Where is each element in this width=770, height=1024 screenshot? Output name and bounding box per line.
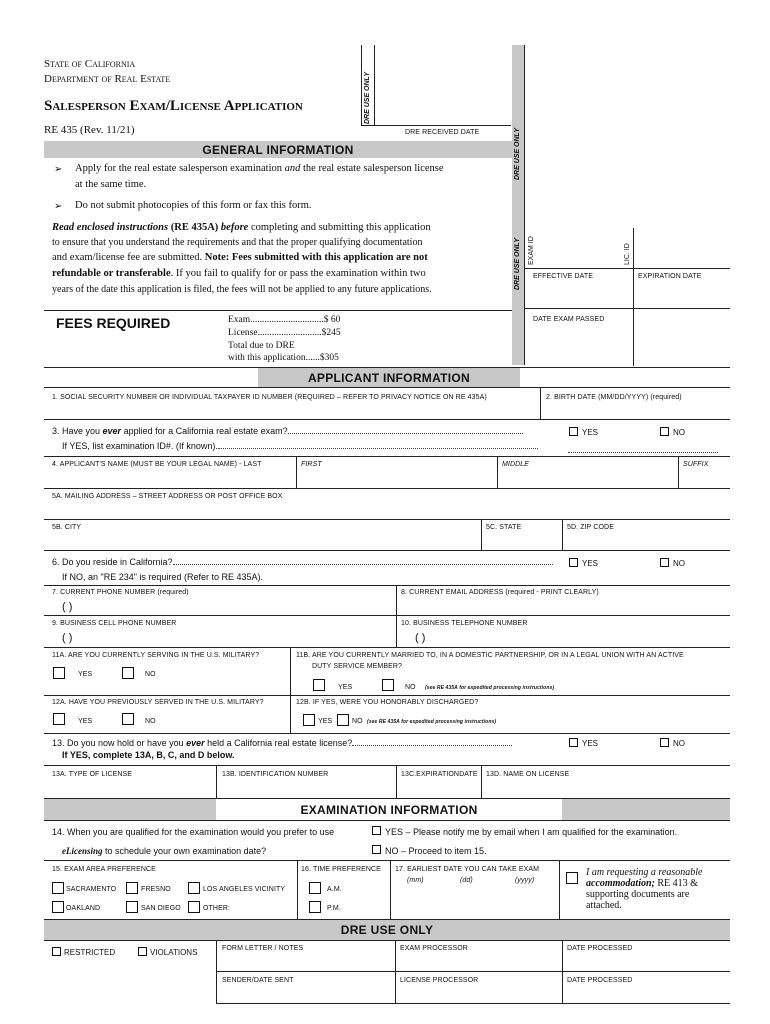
q14-text: 14. When you are qualified for the examination would you prefer to use — [52, 827, 335, 837]
passed-divider — [633, 308, 634, 366]
first-name-label: FIRST — [301, 461, 322, 468]
dre-strip — [512, 45, 524, 365]
sender-label: SENDER/DATE SENT — [222, 977, 294, 984]
q12a-no-label: NO — [145, 718, 156, 725]
q6-yes-checkbox[interactable] — [569, 558, 578, 567]
q14-no-label: NO – Proceed to item 15. — [385, 846, 487, 856]
instructions-line-5: years of the date this application is filed, the fees will not be applied to any future applications. — [52, 284, 432, 295]
mm-label: (mm) — [407, 877, 424, 884]
dd-label: (dd) — [460, 877, 473, 884]
line — [497, 456, 498, 488]
fees-top-line — [44, 310, 512, 311]
la-label: LOS ANGELES VICINITY — [203, 886, 286, 893]
sacramento-label: SACRAMENTO — [66, 886, 117, 893]
line — [44, 860, 730, 861]
dre-use-only-heading: DRE USE ONLY — [340, 923, 434, 937]
q14-yes-checkbox[interactable] — [372, 826, 381, 835]
line — [390, 860, 391, 919]
oakland-label: OAKLAND — [66, 905, 101, 912]
line — [44, 615, 730, 616]
date-processed-label-2: DATE PROCESSED — [567, 977, 633, 984]
am-label: A.M. — [327, 886, 342, 893]
field-12a-label: 12A. HAVE YOU PREVIOUSLY SERVED IN THE U.S. MILITARY? — [52, 699, 264, 706]
q11b-no-label: NO — [405, 684, 416, 691]
line — [44, 387, 730, 388]
gray-band-right — [562, 799, 730, 820]
line — [44, 647, 730, 648]
q12b-yes-checkbox[interactable] — [303, 714, 315, 726]
violations-label: VIOLATIONS — [150, 948, 198, 957]
arrow-bullet-icon: ➢ — [54, 164, 63, 175]
line — [44, 820, 730, 821]
q13-no-checkbox[interactable] — [660, 738, 669, 747]
effective-date-label: EFFECTIVE DATE — [533, 273, 593, 280]
q11b-yes-label: YES — [338, 684, 353, 691]
q13-yes-label: YES — [582, 739, 599, 748]
field-11a-label: 11A. ARE YOU CURRENTLY SERVING IN THE U.S. MILITARY? — [52, 652, 260, 659]
q6-yes-label: YES — [582, 559, 599, 568]
q13-text: 13. Do you now hold or have you ever held a California real estate license? — [52, 738, 512, 748]
other-checkbox[interactable] — [188, 901, 200, 913]
line — [559, 860, 560, 919]
q3-no-checkbox[interactable] — [660, 427, 669, 436]
field-8-email-label: 8. CURRENT EMAIL ADDRESS (required - PRINT CLEARLY) — [401, 589, 599, 596]
dre-box-line-2 — [524, 308, 730, 309]
date-exam-passed-label: DATE EXAM PASSED — [533, 316, 605, 323]
line — [481, 765, 482, 798]
q3-sub-text: If YES, list examination ID#. (If known). — [62, 441, 538, 451]
form-letter-label: FORM LETTER / NOTES — [222, 945, 304, 952]
field-13a-label: 13A. TYPE OF LICENSE — [52, 771, 133, 778]
line — [296, 456, 297, 488]
q6-no-label: NO — [673, 559, 685, 568]
field-15-label: 15. EXAM AREA PREFERENCE — [52, 866, 156, 873]
fees-required-heading: FEES REQUIRED — [56, 315, 171, 331]
line — [216, 971, 730, 972]
bullet-1-text: Apply for the real estate salesperson examination and the real estate salesperson license — [75, 163, 444, 174]
received-top-line — [361, 125, 511, 126]
examination-information-heading: EXAMINATION INFORMATION — [300, 803, 478, 817]
field-11b-label-2: DUTY SERVICE MEMBER? — [312, 663, 403, 670]
cell-area-code[interactable]: ( ) — [62, 632, 73, 644]
sandiego-checkbox[interactable] — [126, 901, 138, 913]
q11b-no-checkbox[interactable] — [382, 679, 394, 691]
line — [44, 940, 730, 941]
line — [44, 765, 730, 766]
sandiego-label: SAN DIEGO — [141, 905, 181, 912]
field-16-label: 16. TIME PREFERENCE — [301, 866, 381, 873]
line — [44, 733, 730, 734]
q12b-no-label: NO — [352, 718, 363, 725]
fresno-label: FRESNO — [141, 886, 171, 893]
form-number: RE 435 (Rev. 11/21) — [44, 124, 135, 136]
field-13d-label: 13D. NAME ON LICENSE — [486, 771, 570, 778]
q12a-yes-label: YES — [78, 718, 93, 725]
pm-label: P.M. — [327, 905, 341, 912]
instructions-line-3: and exam/license fee are submitted. Note: Fees submitted with this application are not — [52, 252, 428, 263]
field-2-birth-date-label: 2. BIRTH DATE (MM/DD/YYYY) (required) — [546, 394, 682, 401]
dre-received-date-label: DRE RECEIVED DATE — [405, 129, 480, 136]
middle-name-label: MIDDLE — [502, 461, 530, 468]
q3-text: 3. Have you ever applied for a California real estate exam? — [52, 426, 523, 436]
q11a-yes-checkbox[interactable] — [53, 667, 65, 679]
q14-text-2: eLicensing to schedule your own examination date? — [62, 846, 267, 856]
eff-exp-divider — [633, 268, 634, 308]
q13-sub-text: If YES, complete 13A, B, C, and D below. — [62, 750, 235, 760]
line — [44, 456, 730, 457]
fee-total-1: Total due to DRE — [228, 341, 295, 351]
violations-checkbox[interactable] — [138, 947, 147, 956]
applicant-information-heading: APPLICANT INFORMATION — [307, 371, 471, 385]
q12b-no-checkbox[interactable] — [337, 714, 349, 726]
field-9-cell-label: 9. BUSINESS CELL PHONE NUMBER — [52, 620, 177, 627]
q11a-no-label: NO — [145, 671, 156, 678]
business-area-code[interactable]: ( ) — [415, 632, 426, 644]
q3-yes-label: YES — [582, 428, 599, 437]
field-11b-label-1: 11B. ARE YOU CURRENTLY MARRIED TO, IN A DOMESTIC PARTNERSHIP, OR IN A LEGAL UNION WITH AN ACTIVE — [296, 652, 684, 659]
fee-license: License...........................$245 — [228, 328, 341, 338]
q12b-note: (see RE 435A for expedited processing instructions) — [367, 719, 497, 725]
pm-checkbox[interactable] — [309, 901, 321, 913]
dre-box-line-1 — [524, 268, 730, 269]
line — [396, 615, 397, 647]
am-checkbox[interactable] — [309, 882, 321, 894]
fee-exam: Exam...............................$ 60 — [228, 315, 341, 325]
expiration-date-label: EXPIRATION DATE — [638, 273, 702, 280]
line — [290, 647, 291, 695]
restricted-label: RESTRICTED — [64, 948, 116, 957]
accommodation-checkbox[interactable] — [566, 872, 578, 884]
la-checkbox[interactable] — [188, 882, 200, 894]
field-5d-zip-label: 5D. ZIP CODE — [567, 524, 614, 531]
gray-band-left — [44, 799, 216, 820]
q11a-no-checkbox[interactable] — [122, 667, 134, 679]
q12b-yes-label: YES — [318, 718, 333, 725]
line — [44, 419, 730, 420]
general-information-heading: GENERAL INFORMATION — [202, 143, 354, 157]
exam-id-label: EXAM ID — [528, 236, 535, 265]
field-5c-state-label: 5C. STATE — [486, 524, 522, 531]
q14-no-checkbox[interactable] — [372, 845, 381, 854]
oakland-checkbox[interactable] — [52, 901, 64, 913]
field-17-label: 17. EARLIEST DATE YOU CAN TAKE EXAM — [395, 866, 540, 873]
field-13c-label: 13C.EXPIRATIONDATE — [401, 771, 478, 778]
title-divider — [361, 45, 362, 125]
line — [396, 585, 397, 615]
exam-lic-divider — [633, 228, 634, 268]
line — [678, 456, 679, 488]
form-title: Salesperson Exam/License Application — [44, 98, 303, 114]
dre-use-only-vertical-3: DRE USE ONLY — [514, 238, 521, 290]
exam-id-input[interactable] — [568, 452, 718, 453]
restricted-checkbox[interactable] — [52, 947, 61, 956]
q3-no-label: NO — [673, 428, 685, 437]
line — [290, 695, 291, 733]
bullet-1-text-cont: at the same time. — [75, 179, 147, 190]
field-10-business-phone-label: 10. BUSINESS TELEPHONE NUMBER — [401, 620, 528, 627]
accommodation-text: I am requesting a reasonable accommodation; RE 413 & supporting documents are attached. — [586, 867, 703, 911]
exam-processor-label: EXAM PROCESSOR — [400, 945, 468, 952]
fee-total-2: with this application......$305 — [228, 353, 339, 363]
line — [44, 695, 730, 696]
bullet-2-text: Do not submit photocopies of this form or fax this form. — [75, 200, 312, 211]
dre-strip-line — [524, 45, 525, 365]
q13-no-label: NO — [673, 739, 685, 748]
q6-sub-text: If NO, an "RE 234" is required (Refer to RE 435A). — [62, 572, 263, 582]
line — [540, 387, 541, 419]
dre-use-only-vertical-2: DRE USE ONLY — [514, 128, 521, 180]
line — [44, 585, 730, 586]
q12a-no-checkbox[interactable] — [122, 713, 134, 725]
field-13b-label: 13B. IDENTIFICATION NUMBER — [222, 771, 329, 778]
strip-divider — [374, 45, 375, 125]
fresno-checkbox[interactable] — [126, 882, 138, 894]
line — [297, 860, 298, 919]
yyyy-label: (yyyy) — [515, 877, 535, 884]
q13-yes-checkbox[interactable] — [569, 738, 578, 747]
q6-no-checkbox[interactable] — [660, 558, 669, 567]
instructions-line-1: Read enclosed instructions (RE 435A) before completing and submitting this application — [52, 222, 431, 233]
line — [44, 550, 730, 551]
q3-yes-checkbox[interactable] — [569, 427, 578, 436]
instructions-line-2: to ensure that you understand the requirements and that the proper qualifying documentation — [52, 237, 423, 248]
line — [481, 519, 482, 550]
phone-area-code[interactable]: ( ) — [62, 601, 73, 613]
line — [216, 765, 217, 798]
line — [562, 519, 563, 550]
suffix-label: SUFFIX — [683, 461, 709, 468]
line — [44, 519, 730, 520]
field-1-ssn-label: 1. SOCIAL SECURITY NUMBER OR INDIVIDUAL TAXPAYER ID NUMBER (REQUIRED – REFER TO PRIVACY NOTICE ON RE 435A) — [52, 394, 487, 401]
q14-yes-label: YES – Please notify me by email when I am qualified for the examination. — [385, 827, 678, 837]
field-4-name-label: 4. APPLICANT'S NAME (MUST BE YOUR LEGAL NAME) - LAST — [52, 461, 262, 468]
field-5b-city-label: 5B. CITY — [52, 524, 82, 531]
field-7-phone-label: 7. CURRENT PHONE NUMBER (required) — [52, 589, 189, 596]
q12a-yes-checkbox[interactable] — [53, 713, 65, 725]
department-label: Department of Real Estate — [44, 73, 171, 85]
q11a-yes-label: YES — [78, 671, 93, 678]
line — [44, 488, 730, 489]
field-5a-address-label: 5A. MAILING ADDRESS – STREET ADDRESS OR POST OFFICE BOX — [52, 493, 283, 500]
date-processed-label-1: DATE PROCESSED — [567, 945, 633, 952]
license-processor-label: LICENSE PROCESSOR — [400, 977, 479, 984]
instructions-line-4: refundable or transferable. If you fail to qualify for or pass the examination within two — [52, 268, 426, 279]
q6-text: 6. Do you reside in California? — [52, 557, 553, 567]
dre-use-only-vertical-1: DRE USE ONLY — [364, 72, 371, 124]
q11b-yes-checkbox[interactable] — [313, 679, 325, 691]
line — [396, 765, 397, 798]
field-12b-label: 12B. IF YES, WERE YOU HONORABLY DISCHARGED? — [296, 699, 479, 706]
lic-id-label: LIC. ID — [624, 243, 631, 265]
arrow-bullet-icon: ➢ — [54, 201, 63, 212]
state-label: State of California — [44, 58, 136, 70]
other-label: OTHER: — [203, 905, 231, 912]
line — [216, 1003, 730, 1004]
sacramento-checkbox[interactable] — [52, 882, 64, 894]
q11b-note: (see RE 435A for expedited processing instructions) — [425, 685, 555, 691]
